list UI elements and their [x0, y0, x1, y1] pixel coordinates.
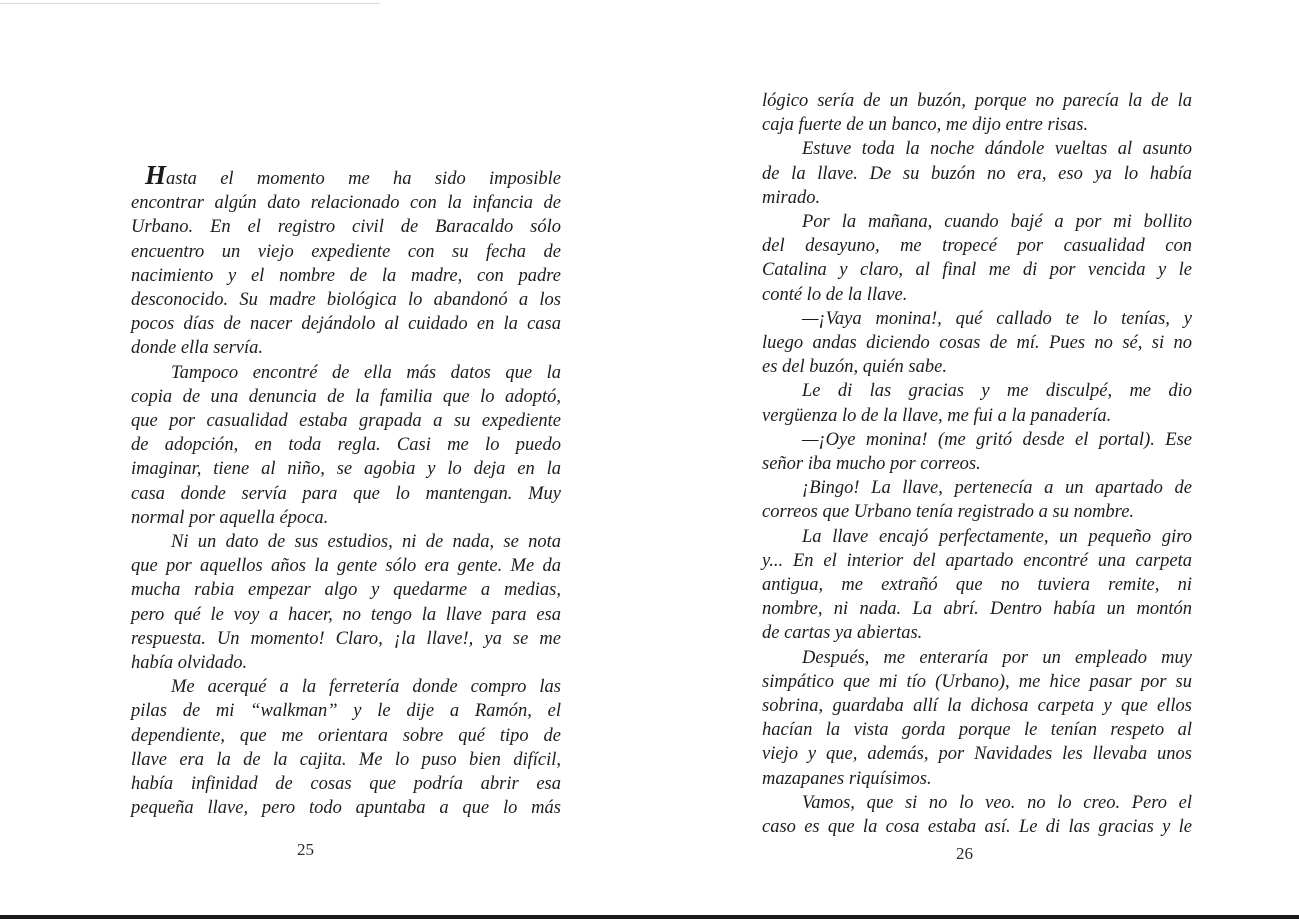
text-line: copia de una denuncia de la familia que lo adoptó, [131, 386, 561, 407]
text-line: mirado. [762, 187, 821, 208]
text-line: pequeña llave, pero todo apuntaba a que lo más [131, 798, 561, 819]
text-line: Le di las gracias y me disculpé, me dio [802, 381, 1192, 402]
text-line: señor iba mucho por correos. [762, 454, 981, 475]
text-line: mazapanes riquísimos. [762, 768, 932, 789]
text-line: nombre, ni nada. La abrí. Dentro había un montón [762, 599, 1192, 620]
bottom-edge-bar [0, 915, 1299, 919]
text-line: Después, me enteraría por un empleado muy [802, 647, 1192, 668]
text-line: desconocido. Su madre biológica lo abandonó a los [131, 290, 561, 311]
right-page-number: 26 [956, 844, 973, 863]
text-line: Urbano. En el registro civil de Baracaldo sólo [131, 217, 561, 238]
text-line [131, 160, 561, 191]
text-line: Estuve toda la noche dándole vueltas al asunto [802, 139, 1192, 160]
text-line: normal por aquella época. [131, 507, 329, 528]
text-line: conté lo de la llave. [762, 284, 908, 305]
text-line: caja fuerte de un banco, me dijo entre risas. [762, 115, 1089, 136]
text-line: imaginar, tiene al niño, se agobia y lo deja en la [131, 459, 561, 480]
text-line: que por aquellos años la gente sólo era gente. Me da [131, 556, 561, 577]
text-line: La llave encajó perfectamente, un pequeño giro [802, 526, 1192, 547]
text-line: dependiente, que me orientara sobre qué tipo de [131, 725, 561, 746]
text-line: antigua, me extrañó que no tuviera remite, ni [762, 575, 1192, 596]
text-line: había olvidado. [131, 653, 248, 674]
text-line: donde ella servía. [131, 338, 264, 359]
text-line: simpático que mi tío (Urbano), me hice pasar por su [762, 671, 1192, 692]
text-line: lógico sería de un buzón, porque no parecía la de la [762, 91, 1192, 111]
text-line: Ni un dato de sus estudios, ni de nada, se nota [171, 532, 561, 553]
text-line: de adopción, en toda regla. Casi me lo puedo [131, 435, 561, 456]
text-line: —¡Oye monina! (me gritó desde el portal). Ese [802, 429, 1192, 450]
text-line: y... En el interior del apartado encontré una carpeta [762, 550, 1192, 571]
text-line: de cartas ya abiertas. [762, 623, 923, 644]
text-line: nacimiento y el nombre de la madre, con padre [131, 265, 561, 286]
text-line: de la llave. De su buzón no era, eso ya lo había [762, 163, 1192, 184]
text-line: —¡Vaya monina!, qué callado te lo tenías, y [802, 308, 1192, 329]
top-edge-line [0, 3, 380, 4]
text-line: sobrina, guardaba allí la dichosa carpeta y que ellos [762, 696, 1192, 717]
text-line: que por casualidad estaba grapada a su expediente [131, 411, 561, 432]
text-line: encuentro un viejo expediente con su fecha de [131, 241, 561, 262]
text-line: es del buzón, quién sabe. [762, 357, 947, 378]
text-line: correos que Urbano tenía registrado a su nombre. [762, 502, 1135, 523]
text-line: vergüenza lo de la llave, me fui a la panadería. [762, 405, 1112, 426]
text-line: pilas de mi “walkman” y le dije a Ramón, el [131, 701, 561, 722]
text-line: encontrar algún dato relacionado con la infancia de [131, 193, 561, 214]
text-line: viejo y que, además, por Navidades les llevaba unos [762, 744, 1192, 765]
text-line: llave era la de la cajita. Me lo puso bien difícil, [131, 749, 561, 770]
right-page-text [762, 89, 1192, 839]
text-line: luego andas diciendo cosas de mí. Pues no sé, si no [762, 333, 1192, 354]
left-page-number: 25 [297, 840, 314, 859]
text-line: Tampoco encontré de ella más datos que la [171, 362, 561, 383]
text-line: respuesta. Un momento! Claro, ¡la llave!, ya se me [131, 628, 561, 649]
text-line: del desayuno, me tropecé por casualidad con [762, 236, 1192, 257]
text-line-content: asta el momento me ha sido imposible [166, 169, 561, 189]
text-line: había infinidad de cosas que podría abrir esa [131, 774, 561, 795]
text-line: caso es que la cosa estaba así. Le di las gracias y le [762, 817, 1192, 838]
text-line: Catalina y claro, al final me di por vencida y le [762, 260, 1192, 281]
text-line: Por la mañana, cuando bajé a por mi bollito [802, 212, 1192, 233]
text-line: mucha rabia empezar algo y quedarme a medias, [131, 580, 561, 601]
text-line: pocos días de nacer dejándolo al cuidado en la casa [131, 314, 561, 335]
text-line: ¡Bingo! La llave, pertenecía a un apartado de [802, 478, 1192, 499]
text-line: hacían la vista gorda porque le tenían respeto al [762, 720, 1192, 741]
text-line: Vamos, que si no lo veo. no lo creo. Pero el [802, 792, 1192, 813]
drop-cap-letter: H [145, 160, 167, 190]
text-line: casa donde servía para que lo mantengan. Muy [131, 483, 561, 504]
left-page-text [131, 160, 561, 820]
text-line: pero qué le voy a hacer, no tengo la llave para esa [131, 604, 561, 625]
text-line: Me acerqué a la ferretería donde compro las [171, 677, 561, 698]
